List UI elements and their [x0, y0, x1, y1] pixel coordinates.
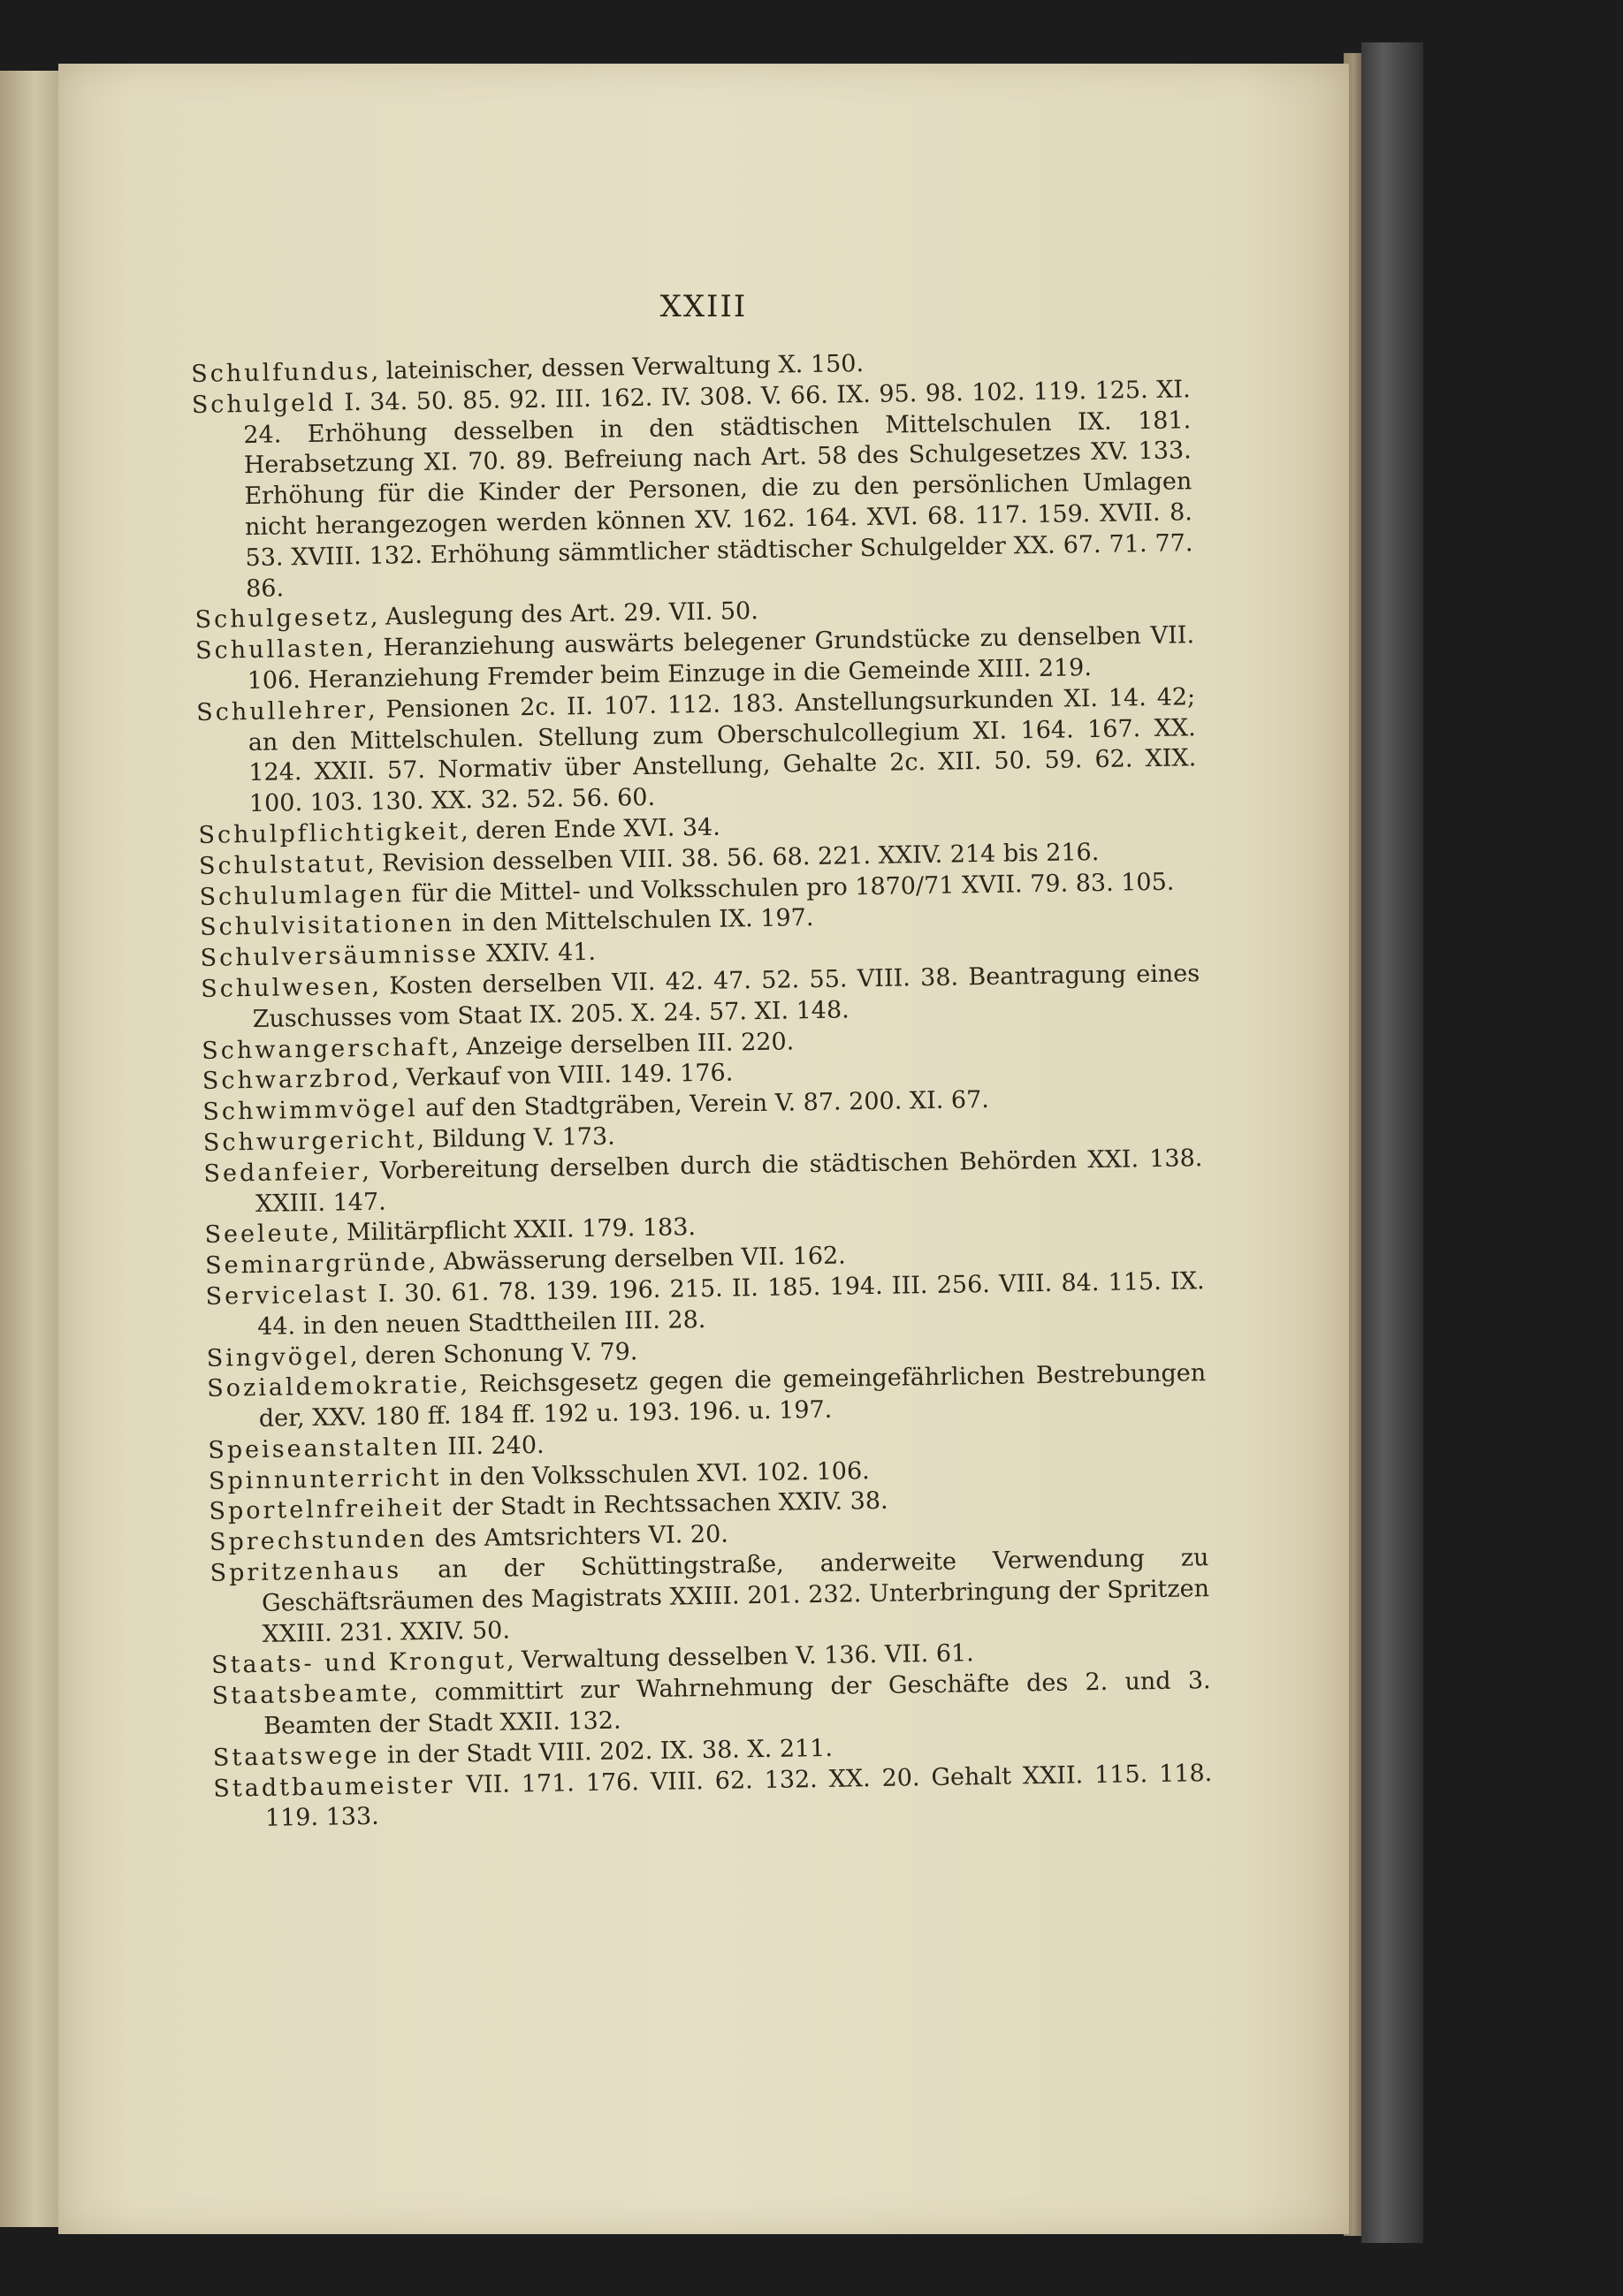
index-references: in den Mittelschulen IX. 197. — [453, 904, 814, 938]
index-entry — [196, 682, 1197, 821]
facing-page-edge — [0, 71, 60, 2227]
index-headword: Staatsbeamte — [211, 1679, 411, 1711]
index-references: auf den Stadtgräben, Verein V. 87. 200. XI. 67. — [417, 1086, 990, 1123]
index-headword: Sedanfeier — [203, 1157, 362, 1188]
index-references: , Verwaltung desselben V. 136. VII. 61. — [506, 1639, 975, 1676]
index-headword: Sprechstunden — [209, 1525, 428, 1557]
index-references: , Militärpflicht XXII. 179. 183. — [331, 1213, 697, 1247]
index-headword: Sportelnfreiheit — [209, 1494, 445, 1526]
index-headword: Schulwesen — [200, 972, 372, 1003]
index-headword: Speiseanstalten — [208, 1433, 440, 1464]
index-references: , Revision desselben VIII. 38. 56. 68. 221. XXIV. 214 bis 216. — [366, 838, 1100, 878]
index-references: , Bildung V. 173. — [416, 1122, 615, 1154]
index-headword: Schulgesetz — [194, 604, 371, 635]
index-entry — [192, 375, 1194, 605]
index-headword: Staatswege — [212, 1741, 380, 1772]
index-headword: Schwimmvögel — [202, 1095, 418, 1127]
index-headword: Seeleute — [204, 1219, 332, 1250]
index-references: , Abwässerung derselben VII. 162. — [428, 1242, 846, 1277]
index-references: , Pensionen 2c. II. 107. 112. 183. Anstellungsurkunden XI. 14. 42; an den Mittelschulen. Stellung zum Oberschulcollegium XI. 164. 167. XX. 124. XXII. 57. Normativ über Anstellung, Gehalte 2c. XII. 50. 59. 62. XIX. 100. 103. 130. XX. 32. 52. 56. 60. — [248, 682, 1197, 818]
index-headword: Schulpflichtigkeit — [198, 817, 461, 849]
index-references: I. 30. 61. 78. 139. 196. 215. II. 185. 194. III. 256. VIII. 84. 115. IX. 44. in den neuen Stadttheilen III. 28. — [256, 1267, 1205, 1341]
index-references: I. 34. 50. 85. 92. III. 162. IV. 308. V. 66. IX. 95. 98. 102. 119. 125. XI. 24. Erhöhung desselben in den städtischen Mittelschulen IX. 181. Herabsetzung XI. 70. 89. Befreiung nach Art. 58 des Schulgesetzes XV. 133. Erhöhung für die Kinder der Personen, die zu den persönlichen Umlagen nicht herangezogen werden können XV. 162. 164. XVI. 68. 117. 159. XVII. 8. 53. XVIII. 132. Erhöhung sämmtlicher städtischer Schulgelder XX. 67. 71. 77. 86. — [243, 376, 1193, 603]
index-headword: Schulstatut — [198, 849, 368, 880]
index-headword: Schulvisitationen — [199, 909, 455, 942]
index-headword: Spritzenhaus — [210, 1556, 402, 1587]
index-references: an der Schüttingstraße, anderweite Verwendung zu Geschäftsräumen des Magistrats XXIII. 201. 232. Unterbringung der Spritzen XXIII. 231. XXIV. 50. — [261, 1544, 1210, 1648]
index-headword: Schwangerschaft — [202, 1033, 452, 1065]
index-headword: Seminargründe — [204, 1249, 429, 1280]
index-headword: Stadtbaumeister — [213, 1771, 455, 1803]
index-headword: Spinnunterricht — [208, 1464, 442, 1495]
index-references: , committirt zur Wahrnehmung der Geschäfte des 2. und 3. Beamten der Stadt XXII. 132. — [263, 1667, 1211, 1740]
index-headword: Schulversäumnisse — [200, 940, 479, 973]
index-references: in den Volksschulen XVI. 102. 106. — [441, 1456, 870, 1492]
book-page — [58, 64, 1349, 2234]
index-references: , Vorbereitung derselben durch die städtischen Behörden XXI. 138. XXIII. 147. — [255, 1144, 1203, 1218]
index-headword: Schulfundus — [191, 357, 371, 388]
index-references: der Stadt in Rechtssachen XXIV. 38. — [444, 1487, 888, 1523]
index-references: , Anzeige derselben III. 220. — [451, 1027, 795, 1061]
index-headword: Servicelast — [205, 1280, 370, 1311]
index-references: III. 240. — [439, 1431, 545, 1461]
index-headword: Schulumlagen — [199, 879, 405, 911]
index-references: , Auslegung des Art. 29. VII. 50. — [370, 597, 759, 632]
index-references: , deren Schonung V. 79. — [349, 1337, 638, 1370]
index-entries — [191, 344, 1213, 1836]
index-headword: Schulgeld — [191, 389, 337, 419]
index-references: XXIV. 41. — [478, 939, 597, 969]
index-headword: Schullasten — [194, 635, 367, 665]
index-references: für die Mittel- und Volksschulen pro 1870/71 XVII. 79. 83. 105. — [403, 868, 1175, 908]
index-headword: Schwurgericht — [202, 1126, 417, 1157]
book-cover — [1361, 42, 1423, 2243]
index-references: , Heranziehung auswärts belegener Grundstücke zu denselben VII. 106. Heranziehung Fremder beim Einzuge in die Gemeinde XIII. 219. — [247, 621, 1195, 696]
index-headword: Singvögel — [206, 1342, 351, 1372]
index-references: , deren Ende XVI. 34. — [460, 813, 721, 846]
page-number: XXIII — [659, 289, 748, 324]
index-references: des Amtsrichters VI. 20. — [427, 1520, 729, 1554]
index-entry — [210, 1543, 1210, 1651]
index-references: , lateinischer, dessen Verwaltung X. 150. — [370, 350, 865, 385]
index-headword: Staats- und Krongut — [210, 1647, 507, 1680]
index-references: , Verkauf von VIII. 149. 176. — [391, 1059, 734, 1092]
index-references: , Kosten derselben VII. 42. 47. 52. 55. VIII. 38. Beantragung eines Zuschusses vom Staat IX. 205. X. 24. 57. XI. 148. — [252, 960, 1200, 1033]
index-headword: Schwarzbrod — [202, 1064, 392, 1096]
index-headword: Sozialdemokratie — [207, 1371, 461, 1403]
index-headword: Schullehrer — [196, 696, 369, 726]
index-references: VII. 171. 176. VIII. 62. 132. XX. 20. Gehalt XXII. 115. 118. 119. 133. — [264, 1759, 1213, 1833]
index-references: in der Stadt VIII. 202. IX. 38. X. 211. — [379, 1734, 834, 1769]
index-references: , Reichsgesetz gegen die gemeingefährlichen Bestrebungen der, XXV. 180 ff. 184 ff. 192 u. 193. 196. u. 197. — [258, 1359, 1207, 1433]
